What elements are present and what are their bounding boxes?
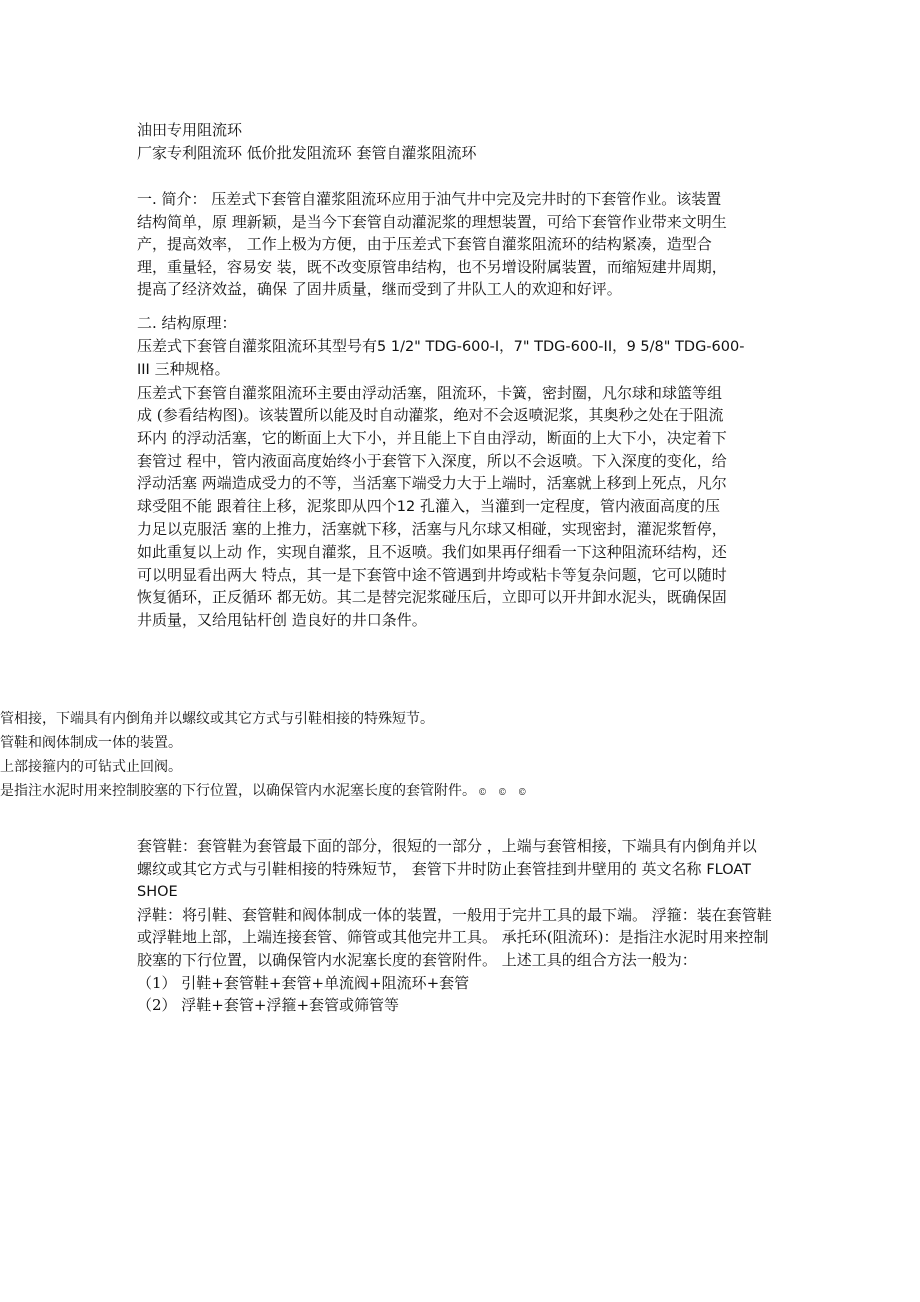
- fragment-line: [0, 779, 600, 805]
- combo-item: （2） 浮鞋+套管+浮箍+套管或筛管等: [137, 996, 400, 1015]
- fragment-line: 上部接箍内的可钻式止回阀。: [0, 759, 182, 775]
- shoe-line: [137, 858, 797, 882]
- intro-line: 产，提高效率， 工作上极为方便，由于压差式下套管自灌浆阻流环的结构紧凑，造型合: [137, 235, 712, 254]
- models-prefix: 压差式下套管自灌浆阻流环其型号有: [137, 336, 378, 355]
- combo-item: （1） 引鞋+套管鞋+套管+单流阀+阻流环+套管: [137, 973, 470, 992]
- section-tools: [137, 835, 797, 1017]
- intro-line: 理，重量轻，容易安 装，既不改变原管串结构，也不另增设附属装置，而缩短建井周期，: [137, 257, 727, 276]
- body-line: [137, 495, 797, 519]
- body-text: 球受阻不能 跟着往上移，泥浆即从四个: [137, 496, 397, 515]
- clipped-fragment: [0, 707, 600, 805]
- models-count: 三种规格。: [149, 360, 230, 379]
- body-line: 恢复循环，正反循环 都无妨。其二是替完泥浆碰压后，立即可以开井卸水泥头，既确保固: [137, 588, 727, 607]
- section-intro: [137, 188, 797, 301]
- fragment-line: 管相接，下端具有内倒角并以螺纹或其它方式与引鞋相接的特殊短节。: [0, 711, 434, 727]
- section-heading: 二. 结构原理：: [137, 314, 237, 332]
- float-line: 浮鞋：将引鞋、套管鞋和阀体制成一体的装置，一般用于完井工具的最下端。 浮箍：装在套管鞋: [137, 905, 772, 924]
- body-line: 压差式下套管自灌浆阻流环主要由浮动活塞，阻流环，卡簧，密封圈，凡尔球和球篮等组: [137, 383, 723, 402]
- model-suffix: III: [137, 362, 150, 379]
- float-line: 胶塞的下行位置，以确保管内水泥塞长度的套管附件。 上述工具的组合方法一般为：: [137, 950, 697, 969]
- shoe-text: 螺纹或其它方式与引鞋相接的特殊短节， 套管下井时防止套管挂到井壁用的 英文名称: [137, 859, 707, 878]
- english-name-cont: SHOE: [137, 884, 178, 901]
- title-block: [137, 119, 797, 164]
- body-line: 成 (参看结构图)。该装置所以能及时自动灌浆，绝对不会返喷泥浆，其奥秒之处在于阻流: [137, 406, 724, 425]
- float-line: 或浮鞋地上部，上端连接套管、筛管或其他完井工具。 承托环(阻流环)：是指注水泥时用来控制: [137, 928, 769, 947]
- body-line: 力足以克服活 塞的上推力，活塞就下移，活塞与凡尔球又相碰，实现密封，灌泥浆暂停，: [137, 520, 727, 539]
- copyright-marks: © © ©: [478, 788, 531, 798]
- body-line: 套管过 程中，管内液面高度始终小于套管下入深度，所以不会返喷。下入深度的变化，给: [137, 451, 727, 470]
- models-line-2: [137, 358, 797, 382]
- models-line: [137, 335, 797, 359]
- section-structure: [137, 312, 797, 631]
- fragment-text: 是指注水泥时用来控制胶塞的下行位置，以确保管内水泥塞长度的套管附件。: [0, 783, 476, 799]
- shoe-line: 套管鞋：套管鞋为套管最下面的部分，很短的一部分 ，上端与套管相接，下端具有内倒角并以: [137, 837, 757, 855]
- body-line: 如此重复以上动 作，实现自灌浆，且不返喷。我们如果再仔细看一下这种阻流环结构，还: [137, 542, 727, 561]
- document-subtitle: 厂家专利阻流环 低价批发阻流环 套管自灌浆阻流环: [137, 143, 477, 162]
- intro-line: 一. 简介： 压差式下套管自灌浆阻流环应用于油气井中完及完井时的下套管作业。该装置: [137, 190, 722, 208]
- fragment-line: 管鞋和阀体制成一体的装置。: [0, 735, 182, 751]
- body-line: 可以明显看出两大 特点，其一是下套管中途不管遇到井垮或粘卡等复杂问题，它可以随时: [137, 565, 727, 584]
- body-line: 浮动活塞 两端造成受力的不等，当活塞下端受力大于上端时，活塞就上移到上死点，凡尔: [137, 474, 727, 493]
- body-text: 孔灌入，当灌到一定程度，管内液面高度的压: [415, 496, 721, 515]
- body-line: 井质量，又给甩钻杆创 造良好的井口条件。: [137, 610, 427, 629]
- intro-line: 提高了经济效益，确保 了固井质量，继而受到了井队工人的欢迎和好评。: [137, 280, 622, 299]
- body-line: 环内 的浮动活塞，它的断面上大下小，并且能上下自由浮动，断面的上大下小，决定着下: [137, 428, 727, 447]
- models-list: 5 1/2" TDG-600-I，7" TDG-600-II，9 5/8" TDG-600-: [377, 338, 745, 355]
- english-name: FLOAT: [706, 861, 752, 878]
- intro-line: 结构简单，原 理新颖，是当今下套管自动灌泥浆的理想装置，可给下套管作业带来文明生: [137, 212, 727, 231]
- hole-count: 12: [396, 498, 416, 515]
- document-title: 油田专用阻流环: [137, 121, 243, 139]
